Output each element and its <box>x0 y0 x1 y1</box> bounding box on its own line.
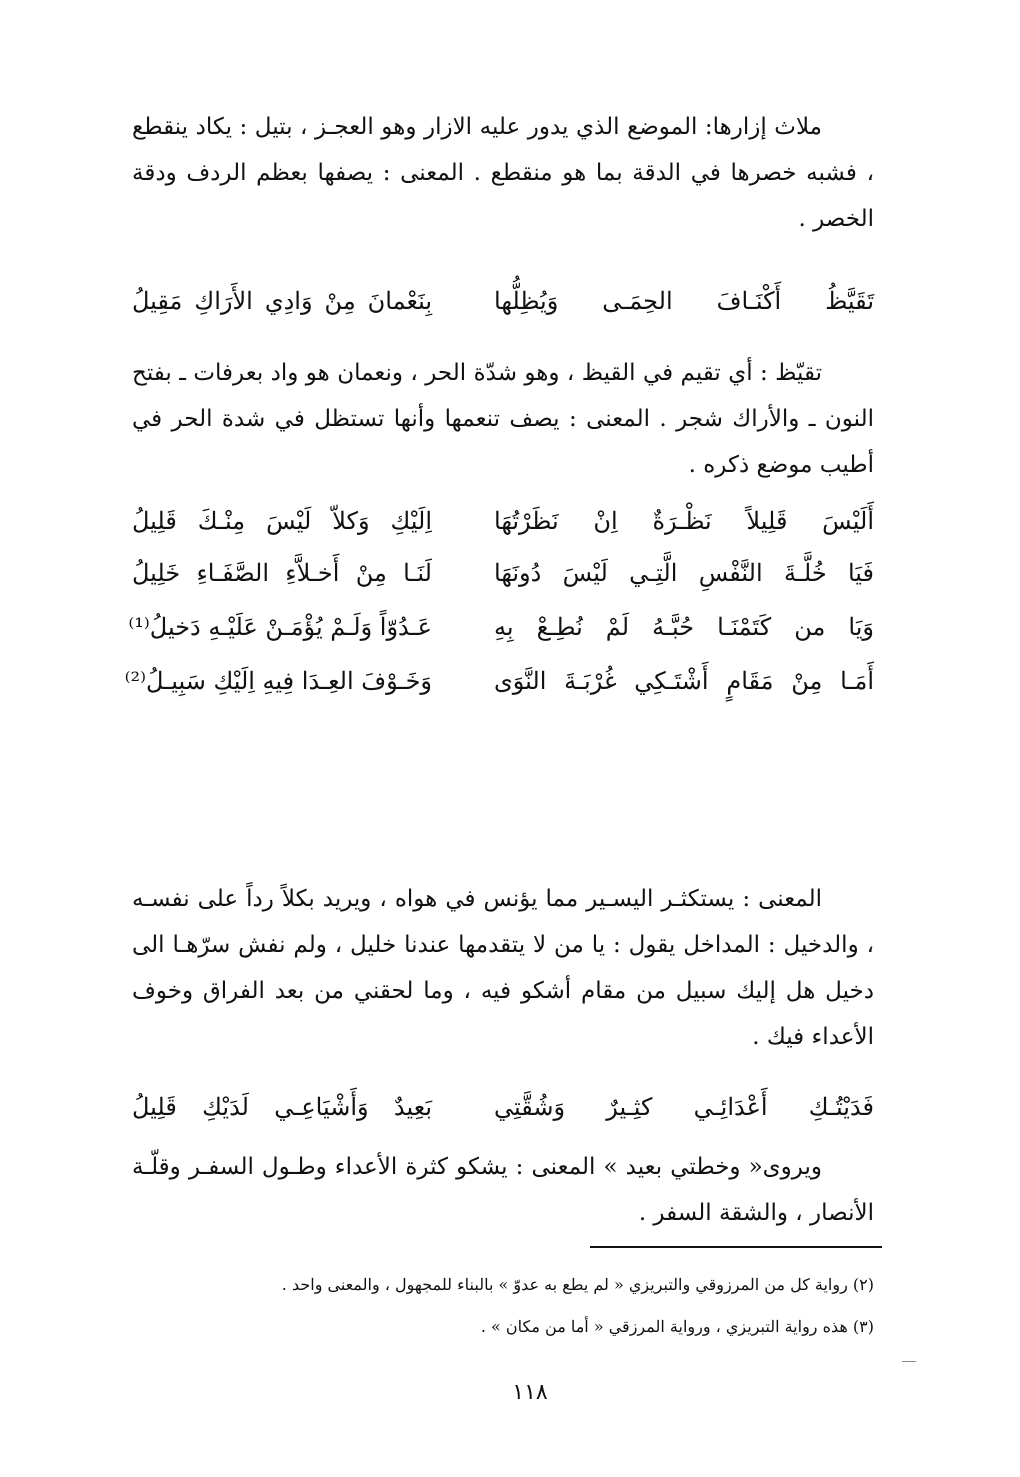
commentary-paragraph-4: ويروى« وخطتي بعيد » المعنى : يشكو كثرة الأعداء وطـول السفـر وقلّـة الأنصار ، والشقة السفر . <box>132 1154 874 1226</box>
verse-2-second-hemistich: اِلَيْكِ وَكلاّ لَيْسَ مِنْـكَ قَلِيلُ <box>132 507 432 535</box>
verse-6-second-hemistich: بَعِيدٌ وَأَشْيَاعِـي لَدَيْكِ قَلِيلُ <box>132 1093 432 1121</box>
commentary-paragraph-3: المعنى : يستكثـر اليسـير مما يؤنس في هواه ، ويريد بكلاً رداً على نفسـه ، والدخيل : المداخل يقول : يا من لا يتقدمها عندنا خليل ، ولم نفش سرّهـا الى دخيل هل إليك سبيل من مقام أشكو فيه ، وما لحقني من بعد الفراق وخوف الأعداء فيك . <box>132 886 874 1050</box>
footnote-2: (٣) هذه رواية التبريزي ، ورواية المرزقي « أما من مكان » . <box>480 1317 874 1336</box>
verse-5-second-hemistich: وَخَـوْفَ العِـدَا فِيهِ اِلَيْكِ سَبِيـلُ⁽²⁾ <box>124 667 432 695</box>
verse-line-2 <box>132 496 874 546</box>
verse-3-second-hemistich: لَنَـا مِنْ أَخـلاَّءِ الصَّفَـاءِ خَلِيلُ <box>132 559 432 587</box>
verse-5-first-hemistich: أَمَـا مِنْ مَقَامٍ أَشْتَـكِي غُرْبَـةَ النَّوَى <box>494 667 874 695</box>
commentary-paragraph-1: ملاث إزارها: الموضع الذي يدور عليه الازار وهو العجـز ، بتيل : يكاد ينقطع ، فشبه خصرها في الدقة بما هو منقطع . المعنى : يصفها بعظم الردف ودقة الخصر . <box>132 114 874 232</box>
verse-3-first-hemistich: فَيَا خُلَّـةَ النَّفْسِ الَّتِـي لَيْسَ دُونَهَا <box>494 559 874 587</box>
verse-2-first-hemistich: أَلَيْسَ قَلِيلاً نَظْـرَةٌ اِنْ نَظَرْتُهَا <box>494 507 874 535</box>
verse-1-first-hemistich: تَقَيَّظُ أَكْنَـافَ الحِمَـى وَيُظِلُّها <box>494 287 874 315</box>
footnote-1: (٢) رواية كل من المرزوقي والتبريزي « لم يطع به عدوّ » بالبناء للمجهول ، والمعنى واحد . <box>281 1275 874 1294</box>
verse-1-second-hemistich: بِنَعْمانَ مِنْ وَادِي الأَرَاكِ مَقِيلُ <box>132 287 432 315</box>
commentary-paragraph-2: تقيّظ : أي تقيم في القيظ ، وهو شدّة الحر ، ونعمان هو واد بعرفات ـ بفتح النون ـ والأراك شجر . المعنى : يصف تنعمها وأنها تستظل في شدة الحر في أطيب موضع ذكره . <box>132 360 874 478</box>
verse-6-first-hemistich: فَدَيْتُـكِ أَعْدَائِـي كثِـيرٌ وَشُقَّتِي <box>494 1093 874 1121</box>
verse-line-6 <box>132 1082 874 1132</box>
verse-line-4 <box>128 602 874 652</box>
verse-4-first-hemistich: وَيَا من كَتَمْنَـا حُبَّـهُ لَمْ نُطِـعْ بِهِ <box>494 613 874 641</box>
verse-line-3 <box>132 548 874 598</box>
verse-line-1 <box>132 276 874 326</box>
footnote-divider <box>590 1246 882 1248</box>
page-number: ١١٨ <box>512 1380 548 1405</box>
verse-4-second-hemistich: عَـدُوّاً وَلَـمْ يُؤْمَـنْ عَلَيْـهِ دَخيلُ⁽¹⁾ <box>128 613 432 641</box>
margin-mark <box>902 1361 916 1362</box>
verse-line-5 <box>124 656 874 706</box>
